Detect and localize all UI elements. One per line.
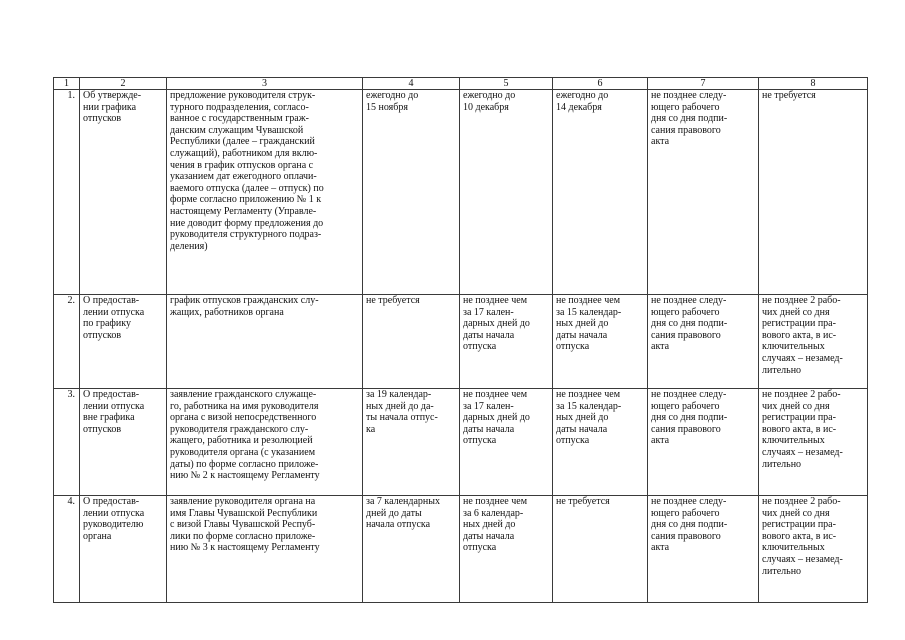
row-number: 3. <box>54 389 80 496</box>
basis-document-cell: график отпусков гражданских слу- жащих, работников органа <box>167 295 363 389</box>
deadline-cell: не позднее следу- ющего рабочего дня со дня подпи- сания правового акта <box>648 389 759 496</box>
deadline-cell: за 7 календарных дней до даты начала отпуска <box>363 496 460 603</box>
column-number: 3 <box>167 78 363 90</box>
deadline-cell: не позднее 2 рабо- чих дней со дня регистрации пра- вового акта, в ис- ключительных случаях – незамед- лительно <box>759 496 868 603</box>
row-number: 1. <box>54 90 80 295</box>
decision-cell: О предостав- лении отпуска руководителю органа <box>80 496 167 603</box>
column-number: 1 <box>54 78 80 90</box>
deadline-cell: не требуется <box>759 90 868 295</box>
decision-cell: Об утвержде- нии графика отпусков <box>80 90 167 295</box>
basis-document-cell: заявление гражданского служаще- го, работника на имя руководителя органа с визой непосредственного руководителя гражданского слу- жащего, работника и резолюцией руководителя органа (с указанием даты) по форме согласно приложе- нию № 2 к настоящему Регламенту <box>167 389 363 496</box>
column-number: 6 <box>553 78 648 90</box>
basis-document-cell: предложение руководителя струк- турного подразделения, согласо- ванное с государственным граж- данским служащим Чувашской Республики (далее – гражданский служащий), работником для вклю- чения в график отпусков органа с указанием дат ежегодного оплачи- ваемого отпуска (далее – отпуск) по форме согласно приложению № 1 к настоящему Регламенту (Управле- ние доводит форму предложения до руководителя структурного подраз- деления) <box>167 90 363 295</box>
deadline-cell: не позднее следу- ющего рабочего дня со дня подпи- сания правового акта <box>648 496 759 603</box>
row-number: 4. <box>54 496 80 603</box>
deadline-cell: не требуется <box>553 496 648 603</box>
table-row <box>54 389 868 496</box>
table-row <box>54 496 868 603</box>
deadline-cell: не позднее чем за 6 календар- ных дней до даты начала отпуска <box>460 496 553 603</box>
basis-document-cell: заявление руководителя органа на имя Главы Чувашской Республики с визой Главы Чувашской Респуб- лики по форме согласно приложе- нию № 3 к настоящему Регламенту <box>167 496 363 603</box>
table-row <box>54 295 868 389</box>
column-number: 8 <box>759 78 868 90</box>
column-number: 5 <box>460 78 553 90</box>
column-number: 2 <box>80 78 167 90</box>
decision-cell: О предостав- лении отпуска вне графика отпусков <box>80 389 167 496</box>
deadline-cell: не позднее 2 рабо- чих дней со дня регистрации пра- вового акта, в ис- ключительных случаях – незамед- лительно <box>759 389 868 496</box>
deadline-cell: за 19 календар- ных дней до да- ты начала отпус- ка <box>363 389 460 496</box>
deadline-cell: не позднее 2 рабо- чих дней со дня регистрации пра- вового акта, в ис- ключительных случаях – незамед- лительно <box>759 295 868 389</box>
deadline-cell: не позднее чем за 15 календар- ных дней до даты начала отпуска <box>553 295 648 389</box>
deadline-cell: ежегодно до 14 декабря <box>553 90 648 295</box>
column-number: 7 <box>648 78 759 90</box>
row-number: 2. <box>54 295 80 389</box>
column-number-row <box>54 78 868 90</box>
deadline-cell: ежегодно до 15 ноября <box>363 90 460 295</box>
table-row <box>54 90 868 295</box>
deadline-cell: не требуется <box>363 295 460 389</box>
deadline-cell: ежегодно до 10 декабря <box>460 90 553 295</box>
deadline-cell: не позднее следу- ющего рабочего дня со дня подпи- сания правового акта <box>648 90 759 295</box>
deadline-cell: не позднее следу- ющего рабочего дня со дня подпи- сания правового акта <box>648 295 759 389</box>
decision-cell: О предостав- лении отпуска по графику отпусков <box>80 295 167 389</box>
deadline-cell: не позднее чем за 15 календар- ных дней до даты начала отпуска <box>553 389 648 496</box>
deadline-cell: не позднее чем за 17 кален- дарных дней до даты начала отпуска <box>460 389 553 496</box>
column-number: 4 <box>363 78 460 90</box>
regulation-table <box>53 77 868 603</box>
deadline-cell: не позднее чем за 17 кален- дарных дней до даты начала отпуска <box>460 295 553 389</box>
